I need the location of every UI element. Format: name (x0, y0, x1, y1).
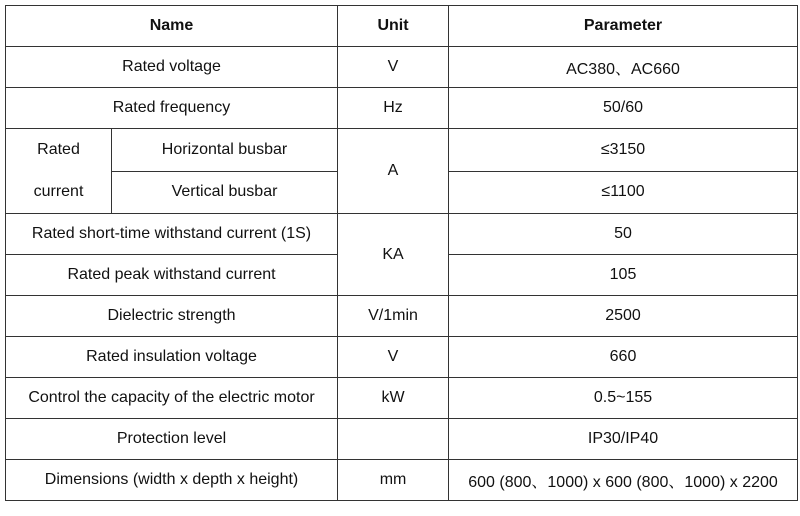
row-unit: kW (338, 378, 449, 419)
row-name: Rated short-time withstand current (1S) (6, 214, 338, 255)
rated-current-line1: Rated (37, 141, 80, 158)
row-name: Dielectric strength (6, 296, 338, 337)
row-parameter: 0.5~155 (449, 378, 798, 419)
row-parameter: AC380、AC660 (449, 47, 798, 88)
table-row (6, 460, 798, 501)
header-row (6, 6, 798, 47)
row-parameter: 600 (800、1000) x 600 (800、1000) x 2200 (449, 460, 798, 501)
table-row (6, 419, 798, 460)
table-row (6, 88, 798, 129)
row-parameter: 50/60 (449, 88, 798, 129)
row-name: Control the capacity of the electric motor (6, 378, 338, 419)
row-parameter: IP30/IP40 (449, 419, 798, 460)
spec-table (5, 5, 798, 501)
header-name: Name (6, 6, 338, 47)
table-row (6, 129, 798, 172)
rated-current-line2: current (33, 183, 84, 200)
row-subname: Vertical busbar (112, 171, 338, 214)
row-parameter: 105 (449, 255, 798, 296)
row-unit: mm (338, 460, 449, 501)
row-unit: KA (338, 214, 449, 296)
row-unit: A (338, 129, 449, 214)
row-parameter: 660 (449, 337, 798, 378)
row-parameter: ≤3150 (449, 129, 798, 172)
row-name: Protection level (6, 419, 338, 460)
table-row (6, 378, 798, 419)
row-name: Rated peak withstand current (6, 255, 338, 296)
table-row (6, 214, 798, 255)
row-parameter: 2500 (449, 296, 798, 337)
row-unit (338, 419, 449, 460)
row-parameter: 50 (449, 214, 798, 255)
row-name: Rated voltage (6, 47, 338, 88)
row-name: Dimensions (width x depth x height) (6, 460, 338, 501)
row-name: Rated insulation voltage (6, 337, 338, 378)
rated-current-label (6, 129, 112, 214)
row-subname: Horizontal busbar (112, 129, 338, 172)
row-unit: V/1min (338, 296, 449, 337)
table-row (6, 337, 798, 378)
row-name: Rated frequency (6, 88, 338, 129)
row-unit: V (338, 47, 449, 88)
row-unit: Hz (338, 88, 449, 129)
header-unit: Unit (338, 6, 449, 47)
header-parameter: Parameter (449, 6, 798, 47)
spec-table-container (5, 5, 797, 501)
table-row (6, 296, 798, 337)
row-unit: V (338, 337, 449, 378)
table-row (6, 47, 798, 88)
row-parameter: ≤1100 (449, 171, 798, 214)
